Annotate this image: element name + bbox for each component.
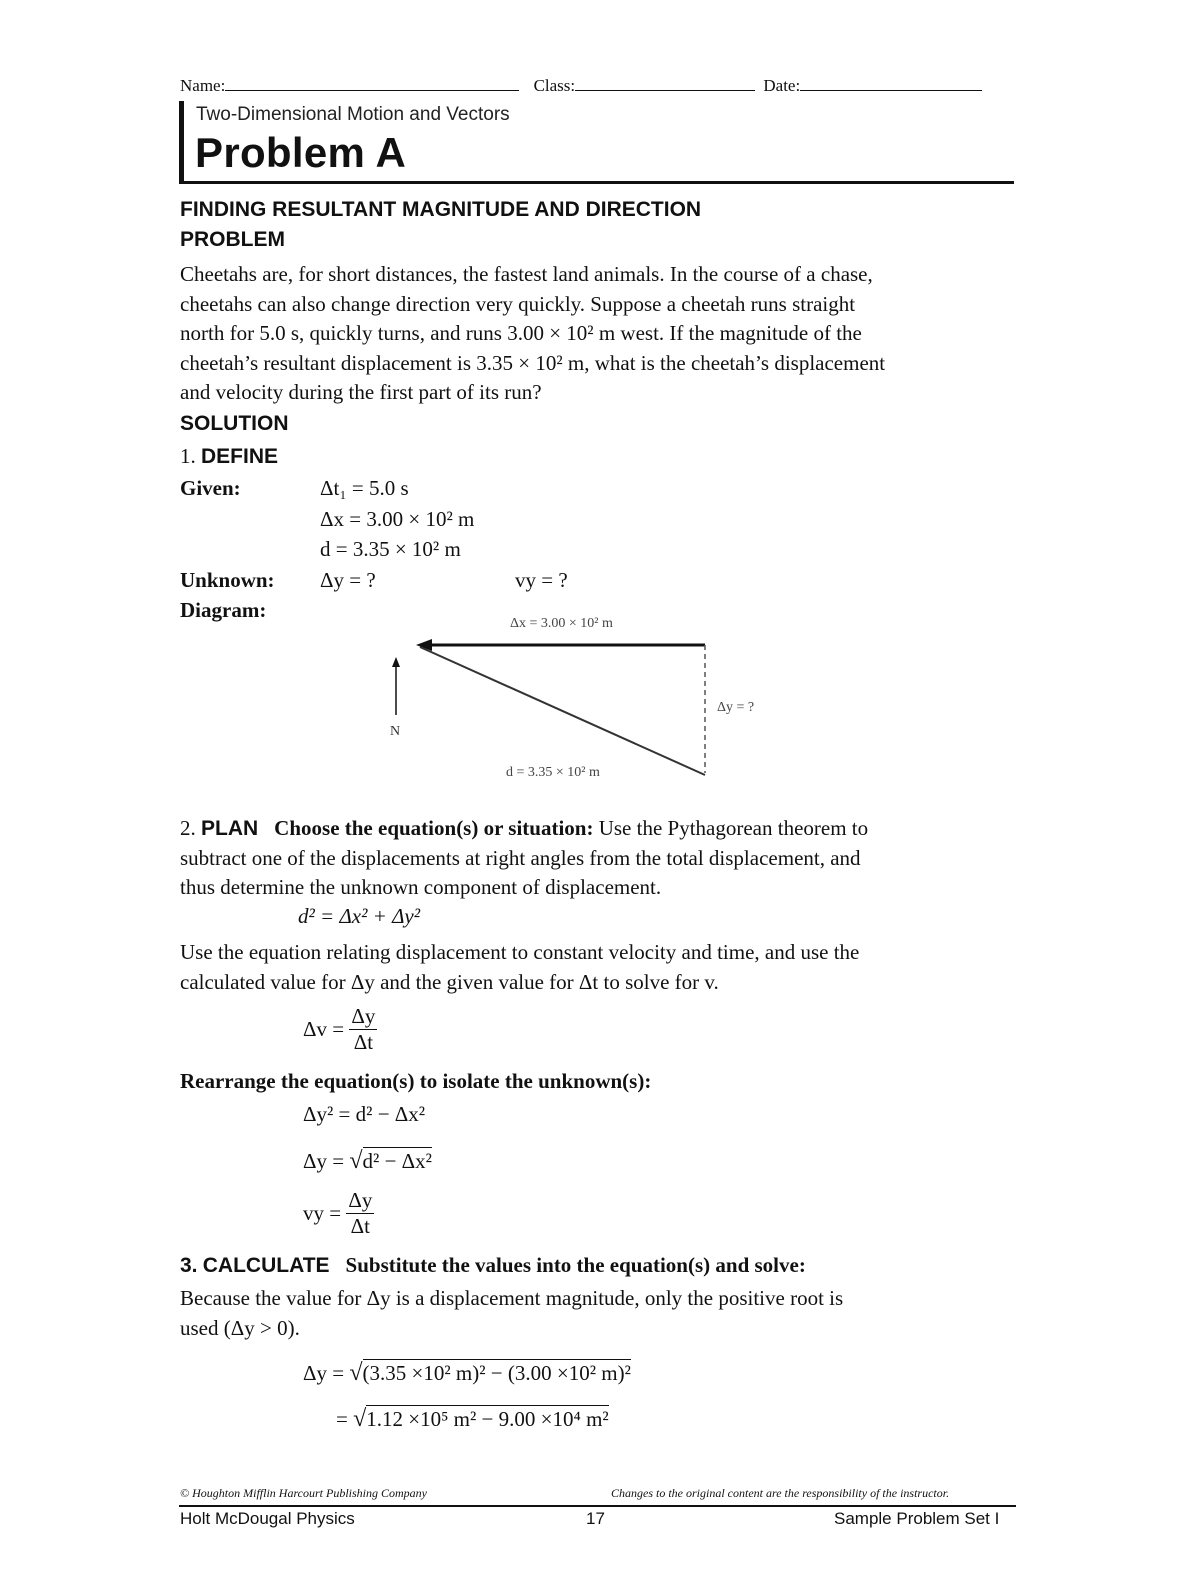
calculate-text-line: Because the value for Δy is a displacement magnitude, only the positive root is (180, 1286, 844, 1310)
unknown-label: Unknown: (180, 568, 275, 592)
title-left-rule (179, 101, 184, 183)
north-arrowhead (392, 657, 400, 667)
calc-eq2-lhs: = (336, 1407, 348, 1431)
diagram-label: Diagram: (180, 598, 267, 622)
calc-eq1-lhs: Δy = (303, 1361, 345, 1385)
eq4-radicand: d² − Δx² (362, 1149, 432, 1173)
date-blank[interactable] (800, 74, 982, 91)
define-number: 1. (180, 444, 196, 468)
calculate-heading (180, 1253, 806, 1278)
given-label: Given: (180, 476, 241, 500)
eq2-numerator: Δy (351, 1004, 376, 1028)
d-label: d = 3.35 × 10² m (506, 765, 600, 780)
footer-rule (179, 1505, 1016, 1507)
calculate-text (180, 1284, 843, 1343)
unknown-vy: vy = ? (515, 568, 568, 592)
title-bottom-rule (179, 181, 1014, 184)
eq5-fraction (346, 1188, 374, 1239)
eq2-denominator: Δt (353, 1030, 374, 1054)
problem-line: cheetah’s resultant displacement is 3.35 × 10² m, what is the cheetah’s displacement (180, 350, 886, 375)
plan-block (180, 814, 868, 903)
dx-label: Δx = 3.00 × 10² m (510, 616, 613, 631)
calculate-number: 3. (180, 1254, 198, 1277)
name-blank[interactable] (225, 74, 519, 91)
rearrange-label: Rearrange the equation(s) to isolate the unknown(s): (180, 1069, 652, 1093)
vector-diagram (370, 605, 790, 790)
calculate-instruction: Substitute the values into the equation(s) and solve: (345, 1253, 806, 1277)
problem-line: and velocity during the first part of its run? (180, 380, 542, 404)
calc-eq1-radicand: (3.35 ×10² m)² − (3.00 ×10² m)² (362, 1361, 631, 1385)
given-dt: Δt₁ = 5.0 s (320, 476, 409, 500)
sqrt-symbol-icon: √ (349, 1148, 363, 1174)
given-dx: Δx = 3.00 × 10² m (320, 507, 475, 531)
problem-label: PROBLEM (180, 228, 285, 251)
plan-text: Use the Pythagorean theorem to (598, 816, 869, 840)
sqrt-symbol-icon: √ (353, 1406, 367, 1432)
eq5-numerator: Δy (348, 1188, 373, 1212)
north-label: N (390, 724, 401, 739)
sqrt-symbol-icon: √ (349, 1360, 363, 1386)
class-blank[interactable] (575, 74, 755, 91)
footer-book: Holt McDougal Physics (180, 1509, 355, 1528)
define-label: DEFINE (201, 445, 279, 468)
plan-eq-pythagoras: d² = Δx² + Δy² (298, 904, 421, 928)
problem-line: cheetahs can also change direction very quickly. Suppose a cheetah runs straight (180, 291, 856, 316)
plan-text2-line: Use the equation relating displacement to constant velocity and time, and use the (180, 940, 860, 964)
plan-number: 2. (180, 816, 196, 840)
dy-label: Δy = ? (717, 700, 755, 715)
calc-eq1 (303, 1360, 631, 1387)
eq4-lhs: Δy = (303, 1149, 345, 1173)
problem-text (180, 260, 885, 408)
d-vector (420, 647, 705, 775)
problem-line: Cheetahs are, for short distances, the fastest land animals. In the course of a chase, (180, 262, 873, 286)
problem-line: north for 5.0 s, quickly turns, and runs 3.00 × 10² m west. If the magnitude of the (180, 321, 862, 345)
footer-page-number: 17 (586, 1509, 605, 1528)
eq2-fraction (349, 1004, 377, 1055)
plan-text-line: subtract one of the displacements at right angles from the total displacement, and (180, 845, 861, 870)
plan-first-line (180, 814, 868, 844)
chapter-title: Two-Dimensional Motion and Vectors (196, 104, 510, 125)
rearrange-eq1: Δy² = d² − Δx² (303, 1102, 426, 1126)
footer-copyright: © Houghton Mifflin Harcourt Publishing Company (180, 1486, 428, 1500)
eq5-lhs: vy = (303, 1201, 342, 1225)
page-title: Problem A (195, 129, 407, 176)
given-d: d = 3.35 × 10² m (320, 537, 461, 561)
solution-label: SOLUTION (180, 412, 289, 435)
calculate-text-line: used (Δy > 0). (180, 1315, 300, 1340)
date-label: Date: (763, 76, 801, 95)
name-field-row (180, 74, 982, 96)
class-label: Class: (533, 76, 576, 95)
eq5-denominator: Δt (350, 1214, 371, 1238)
name-label: Name: (180, 76, 226, 95)
plan-eq-velocity (303, 1004, 377, 1055)
rearrange-eq3 (303, 1188, 374, 1239)
define-heading (180, 444, 278, 469)
calc-eq2 (336, 1406, 609, 1433)
calculate-label: CALCULATE (202, 1254, 330, 1277)
footer-notice: Changes to the original content are the responsibility of the instructor. (611, 1486, 950, 1500)
calc-eq2-radicand: 1.12 ×10⁵ m² − 9.00 ×10⁴ m² (366, 1407, 609, 1431)
eq2-lhs: Δv = (303, 1017, 345, 1041)
rearrange-eq2 (303, 1148, 432, 1175)
plan-label: PLAN (201, 817, 259, 840)
footer-set: Sample Problem Set I (834, 1509, 1000, 1528)
unknown-dy: Δy = ? (320, 568, 376, 592)
section-heading: FINDING RESULTANT MAGNITUDE AND DIRECTION (180, 198, 702, 221)
plan-choose-label: Choose the equation(s) or situation: (274, 816, 594, 840)
plan-text2-line: calculated value for Δy and the given value for Δt to solve for v. (180, 969, 719, 994)
plan-text2 (180, 938, 859, 997)
plan-text-line: thus determine the unknown component of displacement. (180, 875, 662, 899)
